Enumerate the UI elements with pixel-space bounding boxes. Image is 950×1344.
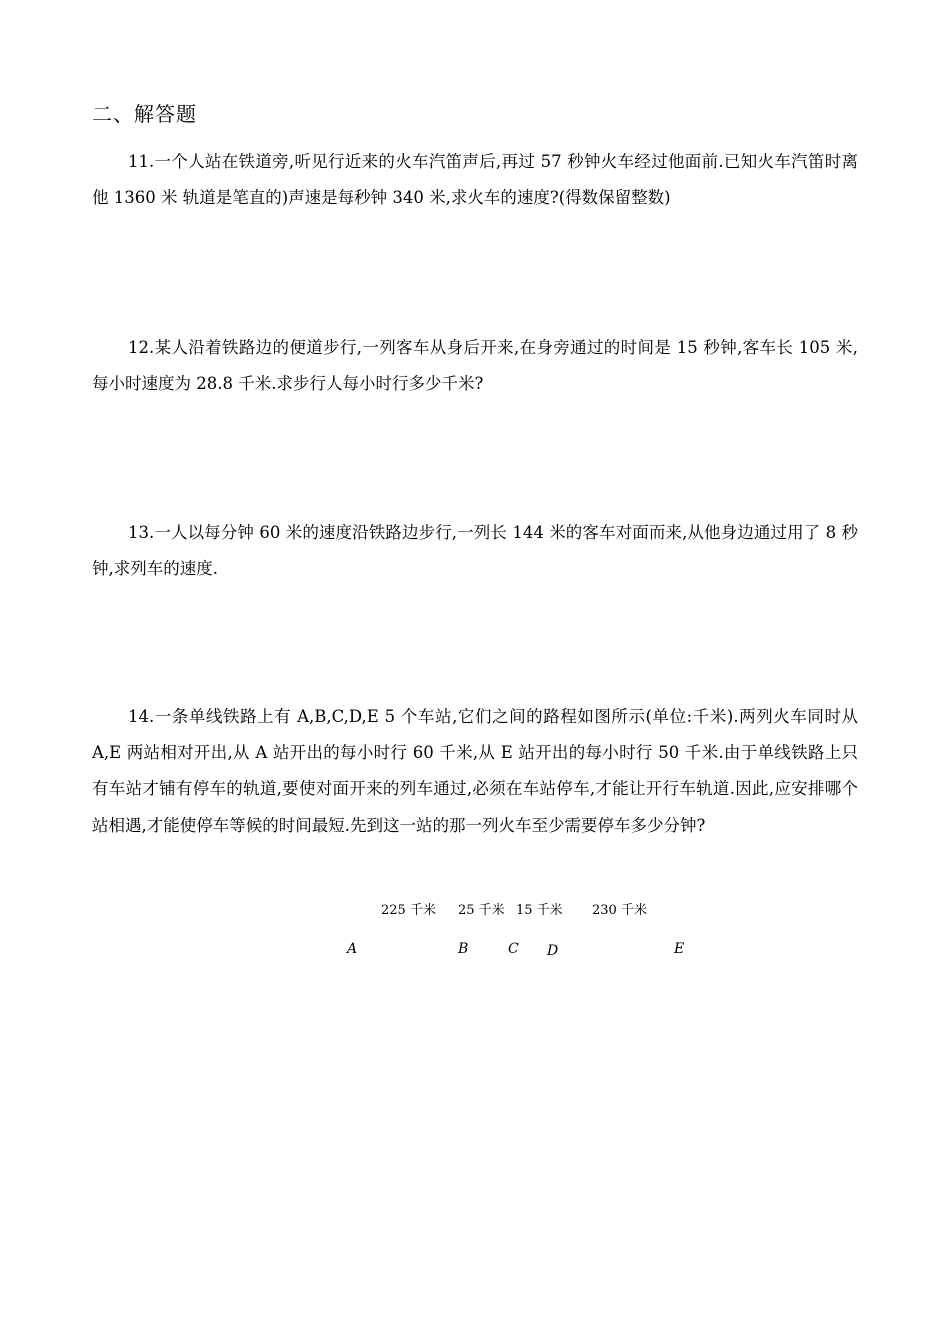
problem-11: 11.一个人站在铁道旁,听见行近来的火车汽笛声后,再过 57 秒钟火车经过他面前.已知火车汽笛时离他 1360 米 轨道是笔直的)声速是每秒钟 340 米,求火车的速度?(得数保留整数) (92, 152, 858, 207)
station-e: E (674, 941, 685, 957)
problem-13: 13.一人以每分钟 60 米的速度沿铁路边步行,一列长 144 米的客车对面而来,从他身边通过用了 8 秒钟,求列车的速度. (92, 523, 858, 578)
section-title: 二、解答题 (92, 102, 197, 126)
problem-14: 14.一条单线铁路上有 A,B,C,D,E 5 个车站,它们之间的路程如图所示(单位:千米).两列火车同时从 A,E 两站相对开出,从 A 站开出的每小时行 60 千米,从 E 站开出的每小时行 50 千米.由于单线铁路上只有车站才铺有停车的轨道,要使对面开来的列车通过,必须在车站停车,才能让开行车轨道.因此,应安排哪个站相遇,才能使停车等候的时间最短.先到这一站的那一列火车至少需要停车多少分钟? (92, 707, 858, 835)
problem-12: 12.某人沿着铁路边的便道步行,一列客车从身后开来,在身旁通过的时间是 15 秒钟,客车长 105 米,每小时速度为 28.8 千米.求步行人每小时行多少千米? (92, 338, 858, 393)
station-d: D (547, 943, 559, 959)
station-b: B (458, 941, 469, 957)
segment-label-ab: 225 千米 (381, 903, 436, 918)
segment-label-bc: 25 千米 (458, 903, 505, 918)
segment-label-cd: 15 千米 (516, 903, 563, 918)
station-c: C (508, 941, 519, 957)
segment-label-de: 230 千米 (592, 903, 647, 918)
station-a: A (347, 941, 358, 957)
